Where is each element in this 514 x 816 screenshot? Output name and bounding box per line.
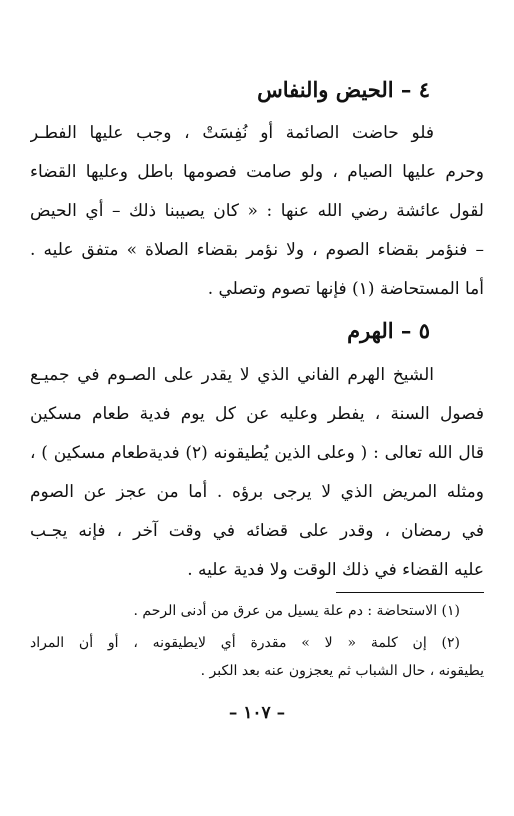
footnote-2-continued: يطيقونه ، حال الشباب ثم يعجزون عنه بعد الكبر . [200, 663, 484, 679]
paragraph-line: لقول عائشة رضي الله عنها : « كان يصيبنا ذلك – أي الحيض [30, 201, 484, 221]
paragraph-line: وحرم عليها الصيام ، ولو صامت فصومها باطل وعليها القضاء [30, 162, 484, 182]
footnote-1: (١) الاستحاضة : دم علة يسيل من عرق من أدنى الرحم . [133, 603, 460, 619]
paragraph-line: أما المستحاضة (١) فإنها تصوم وتصلي . [207, 279, 484, 299]
paragraph-line: فصول السنة ، يفطر وعليه عن كل يوم فدية طعام مسكين [30, 404, 484, 424]
footnote-2: (٢) إن كلمة « لا » مقدرة أي لايطيقونه ، أو أن المراد [30, 635, 460, 651]
paragraph-line: الشيخ الهرم الفاني الذي لا يقدر على الصـوم في جميـع [30, 365, 434, 385]
page-number: – ١٠٧ – [228, 703, 286, 723]
section-heading-old-age: ٥ – الهرم [347, 318, 430, 343]
section-heading-menstruation: ٤ – الحيض والنفاس [257, 77, 430, 102]
paragraph-line: – فنؤمر بقضاء الصوم ، ولا نؤمر بقضاء الصلاة » متفق عليه . [30, 240, 484, 260]
paragraph-line: في رمضان ، وقدر على قضائه في وقت آخر ، فإنه يجـب [30, 521, 484, 541]
paragraph-line: فلو حاضت الصائمة أو نُفِسَتْ ، وجب عليها الفطـر [30, 123, 434, 143]
paragraph-line: عليه القضاء في ذلك الوقت ولا فدية عليه . [187, 560, 484, 580]
paragraph-line: قال الله تعالى : ( وعلى الذين يُطيقونه (٢) فديةطعام مسكين ) ، [30, 443, 484, 463]
footnote-divider [336, 592, 484, 593]
paragraph-line: ومثله المريض الذي لا يرجى برؤه . أما من عجز عن الصوم [30, 482, 484, 502]
